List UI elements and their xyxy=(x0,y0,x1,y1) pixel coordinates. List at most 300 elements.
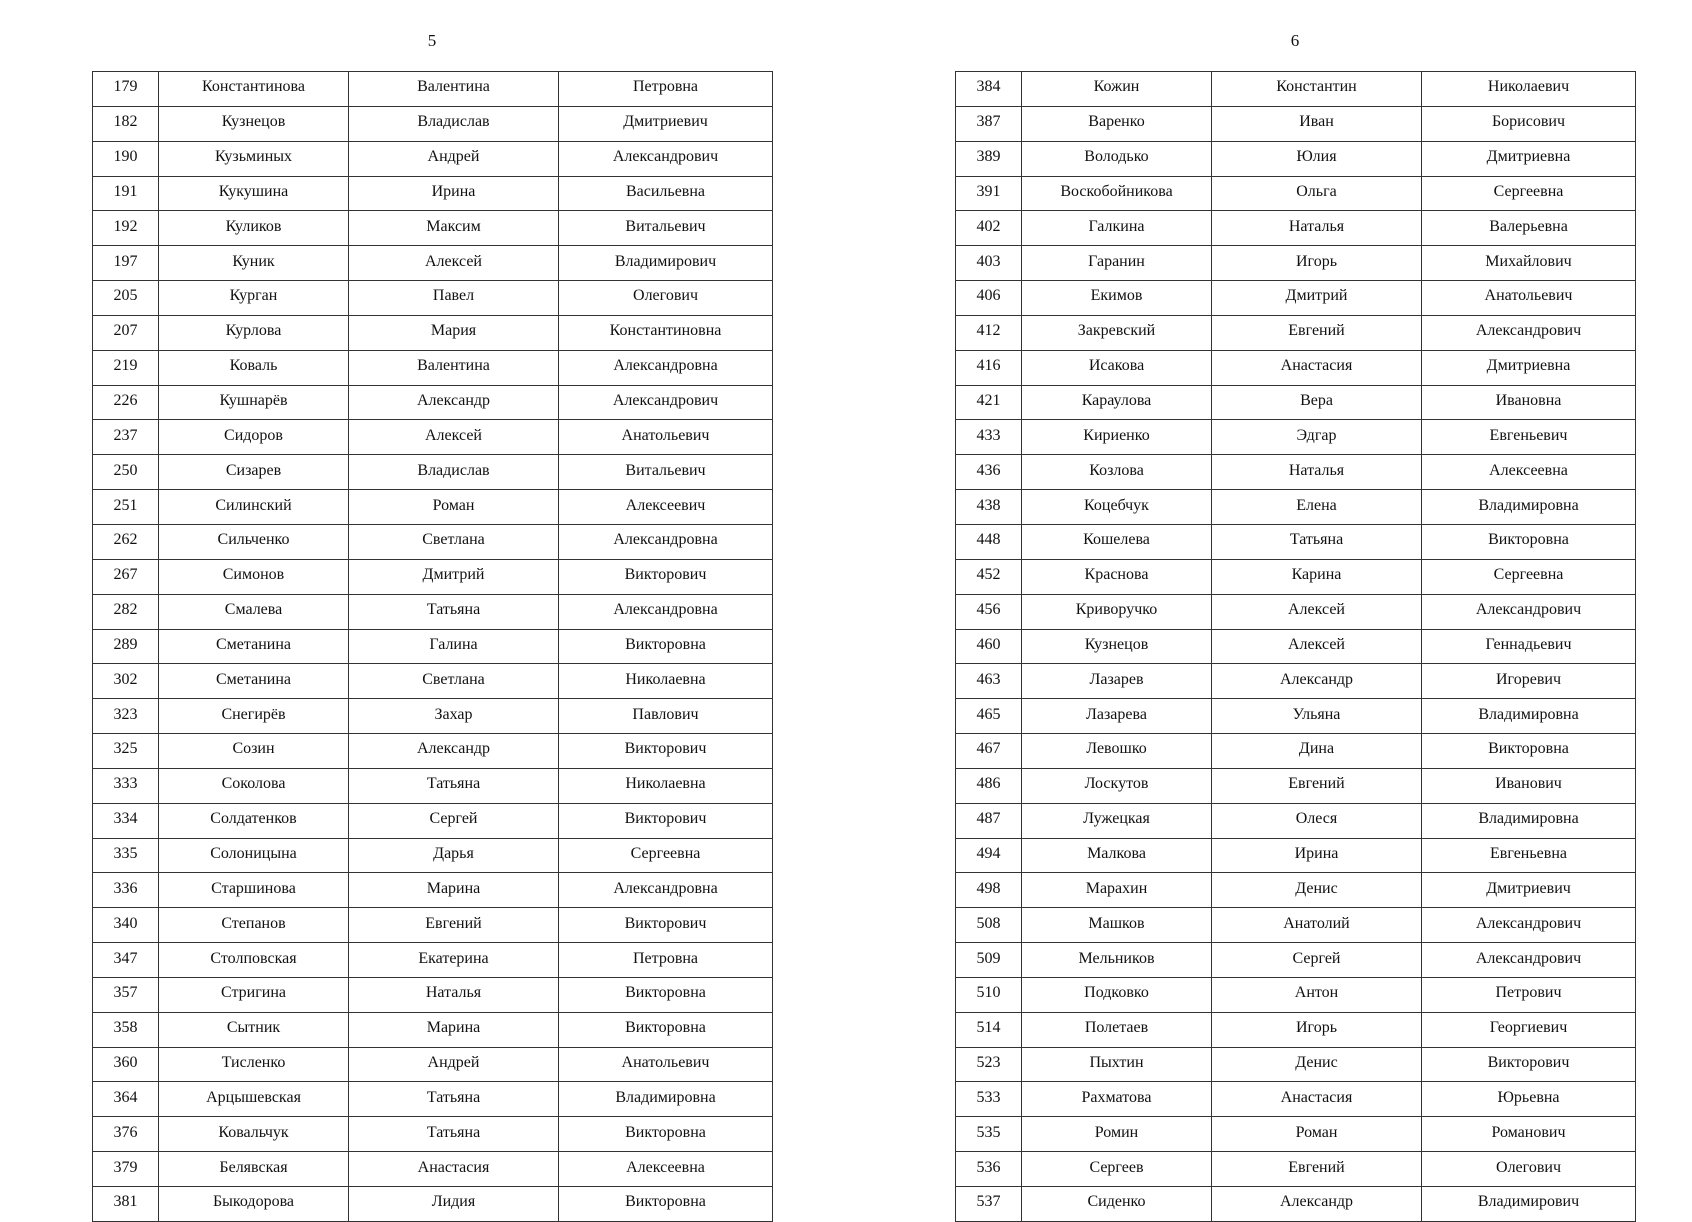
table-row xyxy=(93,594,773,629)
table-row xyxy=(93,176,773,211)
table-row xyxy=(956,1117,1636,1152)
record-number-cell: 251 xyxy=(93,490,159,525)
table-row xyxy=(956,455,1636,490)
first-name-cell: Евгений xyxy=(1212,1152,1422,1187)
last-name-cell: Курлова xyxy=(159,315,349,350)
patronymic-cell: Александрович xyxy=(1422,315,1636,350)
table-row xyxy=(93,1117,773,1152)
last-name-cell: Исакова xyxy=(1022,350,1212,385)
table-row xyxy=(93,246,773,281)
patronymic-cell: Викторович xyxy=(559,559,773,594)
first-name-cell: Ирина xyxy=(349,176,559,211)
table-row xyxy=(93,943,773,978)
first-name-cell: Ульяна xyxy=(1212,699,1422,734)
record-number-cell: 487 xyxy=(956,803,1022,838)
patronymic-cell: Викторовна xyxy=(559,977,773,1012)
last-name-cell: Сильченко xyxy=(159,524,349,559)
patronymic-cell: Владимировна xyxy=(1422,699,1636,734)
table-row xyxy=(956,246,1636,281)
record-number-cell: 494 xyxy=(956,838,1022,873)
table-row xyxy=(956,803,1636,838)
record-number-cell: 336 xyxy=(93,873,159,908)
last-name-cell: Симонов xyxy=(159,559,349,594)
record-number-cell: 358 xyxy=(93,1012,159,1047)
last-name-cell: Созин xyxy=(159,734,349,769)
record-number-cell: 335 xyxy=(93,838,159,873)
patronymic-cell: Викторовна xyxy=(559,1187,773,1222)
patronymic-cell: Борисович xyxy=(1422,106,1636,141)
patronymic-cell: Сергеевна xyxy=(1422,176,1636,211)
table-row xyxy=(93,1047,773,1082)
first-name-cell: Владислав xyxy=(349,455,559,490)
record-number-cell: 406 xyxy=(956,281,1022,316)
first-name-cell: Анастасия xyxy=(1212,350,1422,385)
first-name-cell: Захар xyxy=(349,699,559,734)
patronymic-cell: Александровна xyxy=(559,350,773,385)
record-number-cell: 282 xyxy=(93,594,159,629)
first-name-cell: Павел xyxy=(349,281,559,316)
last-name-cell: Сиденко xyxy=(1022,1187,1212,1222)
first-name-cell: Татьяна xyxy=(349,1117,559,1152)
patronymic-cell: Николаевна xyxy=(559,664,773,699)
first-name-cell: Роман xyxy=(1212,1117,1422,1152)
first-name-cell: Дмитрий xyxy=(349,559,559,594)
patronymic-cell: Владимировна xyxy=(1422,803,1636,838)
patronymic-cell: Алексеевна xyxy=(1422,455,1636,490)
patronymic-cell: Викторовна xyxy=(1422,734,1636,769)
patronymic-cell: Романович xyxy=(1422,1117,1636,1152)
last-name-cell: Кукушина xyxy=(159,176,349,211)
table-row xyxy=(93,768,773,803)
last-name-cell: Соколова xyxy=(159,768,349,803)
first-name-cell: Татьяна xyxy=(349,768,559,803)
patronymic-cell: Викторовна xyxy=(1422,524,1636,559)
first-name-cell: Роман xyxy=(349,490,559,525)
record-number-cell: 508 xyxy=(956,908,1022,943)
record-number-cell: 357 xyxy=(93,977,159,1012)
table-row xyxy=(93,629,773,664)
table-row xyxy=(93,699,773,734)
last-name-cell: Володько xyxy=(1022,141,1212,176)
patronymic-cell: Евгеньевна xyxy=(1422,838,1636,873)
record-number-cell: 402 xyxy=(956,211,1022,246)
first-name-cell: Игорь xyxy=(1212,1012,1422,1047)
last-name-cell: Сидоров xyxy=(159,420,349,455)
patronymic-cell: Александрович xyxy=(559,385,773,420)
patronymic-cell: Валерьевна xyxy=(1422,211,1636,246)
patronymic-cell: Александровна xyxy=(559,524,773,559)
last-name-cell: Солдатенков xyxy=(159,803,349,838)
first-name-cell: Александр xyxy=(349,734,559,769)
patronymic-cell: Владимировна xyxy=(1422,490,1636,525)
table-row xyxy=(956,594,1636,629)
last-name-cell: Галкина xyxy=(1022,211,1212,246)
table-row xyxy=(956,350,1636,385)
record-number-cell: 384 xyxy=(956,72,1022,107)
record-number-cell: 237 xyxy=(93,420,159,455)
record-number-cell: 267 xyxy=(93,559,159,594)
patronymic-cell: Викторовна xyxy=(559,629,773,664)
last-name-cell: Курган xyxy=(159,281,349,316)
table-row xyxy=(93,141,773,176)
last-name-cell: Кошелева xyxy=(1022,524,1212,559)
table-row xyxy=(93,420,773,455)
record-number-cell: 289 xyxy=(93,629,159,664)
table-row xyxy=(956,211,1636,246)
patronymic-cell: Александрович xyxy=(1422,943,1636,978)
patronymic-cell: Петровна xyxy=(559,943,773,978)
table-row xyxy=(93,281,773,316)
record-number-cell: 438 xyxy=(956,490,1022,525)
last-name-cell: Стригина xyxy=(159,977,349,1012)
table-row xyxy=(93,211,773,246)
record-number-cell: 509 xyxy=(956,943,1022,978)
record-number-cell: 364 xyxy=(93,1082,159,1117)
record-number-cell: 486 xyxy=(956,768,1022,803)
table-row xyxy=(956,908,1636,943)
first-name-cell: Евгений xyxy=(349,908,559,943)
patronymic-cell: Анатольевич xyxy=(1422,281,1636,316)
first-name-cell: Валентина xyxy=(349,72,559,107)
patronymic-cell: Викторовна xyxy=(559,1012,773,1047)
table-row xyxy=(956,1187,1636,1222)
patronymic-cell: Игоревич xyxy=(1422,664,1636,699)
last-name-cell: Караулова xyxy=(1022,385,1212,420)
patronymic-cell: Владимирович xyxy=(1422,1187,1636,1222)
first-name-cell: Анастасия xyxy=(349,1152,559,1187)
page-number: 6 xyxy=(1290,31,1300,50)
last-name-cell: Криворучко xyxy=(1022,594,1212,629)
record-number-cell: 463 xyxy=(956,664,1022,699)
last-name-cell: Подковко xyxy=(1022,977,1212,1012)
patronymic-cell: Викторович xyxy=(1422,1047,1636,1082)
patronymic-cell: Александровна xyxy=(559,873,773,908)
first-name-cell: Екатерина xyxy=(349,943,559,978)
patronymic-cell: Анатольевич xyxy=(559,1047,773,1082)
record-number-cell: 340 xyxy=(93,908,159,943)
record-number-cell: 403 xyxy=(956,246,1022,281)
first-name-cell: Алексей xyxy=(1212,629,1422,664)
table-row xyxy=(956,1152,1636,1187)
record-number-cell: 514 xyxy=(956,1012,1022,1047)
record-number-cell: 360 xyxy=(93,1047,159,1082)
record-number-cell: 448 xyxy=(956,524,1022,559)
patronymic-cell: Олегович xyxy=(1422,1152,1636,1187)
first-name-cell: Андрей xyxy=(349,1047,559,1082)
last-name-cell: Белявская xyxy=(159,1152,349,1187)
table-row xyxy=(93,524,773,559)
patronymic-cell: Витальевич xyxy=(559,455,773,490)
record-number-cell: 436 xyxy=(956,455,1022,490)
record-number-cell: 179 xyxy=(93,72,159,107)
last-name-cell: Лужецкая xyxy=(1022,803,1212,838)
table-row xyxy=(93,1082,773,1117)
patronymic-cell: Иванович xyxy=(1422,768,1636,803)
last-name-cell: Константинова xyxy=(159,72,349,107)
roster-body xyxy=(956,72,1636,1222)
last-name-cell: Кириенко xyxy=(1022,420,1212,455)
record-number-cell: 197 xyxy=(93,246,159,281)
last-name-cell: Екимов xyxy=(1022,281,1212,316)
last-name-cell: Силинский xyxy=(159,490,349,525)
table-row xyxy=(956,281,1636,316)
record-number-cell: 460 xyxy=(956,629,1022,664)
table-row xyxy=(956,838,1636,873)
first-name-cell: Марина xyxy=(349,873,559,908)
record-number-cell: 334 xyxy=(93,803,159,838)
last-name-cell: Старшинова xyxy=(159,873,349,908)
record-number-cell: 537 xyxy=(956,1187,1022,1222)
table-row xyxy=(956,629,1636,664)
first-name-cell: Антон xyxy=(1212,977,1422,1012)
first-name-cell: Константин xyxy=(1212,72,1422,107)
last-name-cell: Куник xyxy=(159,246,349,281)
table-row xyxy=(956,873,1636,908)
first-name-cell: Андрей xyxy=(349,141,559,176)
patronymic-cell: Павлович xyxy=(559,699,773,734)
first-name-cell: Светлана xyxy=(349,664,559,699)
first-name-cell: Александр xyxy=(349,385,559,420)
table-row xyxy=(93,1187,773,1222)
roster-table xyxy=(955,71,1636,1222)
first-name-cell: Александр xyxy=(1212,664,1422,699)
table-row xyxy=(93,455,773,490)
last-name-cell: Левошко xyxy=(1022,734,1212,769)
patronymic-cell: Георгиевич xyxy=(1422,1012,1636,1047)
record-number-cell: 250 xyxy=(93,455,159,490)
record-number-cell: 510 xyxy=(956,977,1022,1012)
first-name-cell: Денис xyxy=(1212,1047,1422,1082)
table-row xyxy=(93,977,773,1012)
patronymic-cell: Дмитриевич xyxy=(559,106,773,141)
table-row xyxy=(956,768,1636,803)
patronymic-cell: Дмитриевич xyxy=(1422,873,1636,908)
table-row xyxy=(956,943,1636,978)
patronymic-cell: Сергеевна xyxy=(559,838,773,873)
table-row xyxy=(93,72,773,107)
last-name-cell: Рахматова xyxy=(1022,1082,1212,1117)
last-name-cell: Кузнецов xyxy=(159,106,349,141)
table-row xyxy=(956,420,1636,455)
patronymic-cell: Владимировна xyxy=(559,1082,773,1117)
record-number-cell: 433 xyxy=(956,420,1022,455)
last-name-cell: Мельников xyxy=(1022,943,1212,978)
record-number-cell: 226 xyxy=(93,385,159,420)
first-name-cell: Татьяна xyxy=(349,594,559,629)
patronymic-cell: Александрович xyxy=(559,141,773,176)
patronymic-cell: Викторович xyxy=(559,734,773,769)
first-name-cell: Игорь xyxy=(1212,246,1422,281)
last-name-cell: Машков xyxy=(1022,908,1212,943)
record-number-cell: 498 xyxy=(956,873,1022,908)
patronymic-cell: Геннадьевич xyxy=(1422,629,1636,664)
record-number-cell: 456 xyxy=(956,594,1022,629)
patronymic-cell: Витальевич xyxy=(559,211,773,246)
last-name-cell: Смалева xyxy=(159,594,349,629)
patronymic-cell: Евгеньевич xyxy=(1422,420,1636,455)
table-row xyxy=(93,1152,773,1187)
first-name-cell: Наталья xyxy=(349,977,559,1012)
first-name-cell: Ирина xyxy=(1212,838,1422,873)
first-name-cell: Сергей xyxy=(1212,943,1422,978)
table-row xyxy=(956,176,1636,211)
last-name-cell: Закревский xyxy=(1022,315,1212,350)
table-row xyxy=(93,315,773,350)
first-name-cell: Алексей xyxy=(1212,594,1422,629)
first-name-cell: Александр xyxy=(1212,1187,1422,1222)
record-number-cell: 219 xyxy=(93,350,159,385)
last-name-cell: Ромин xyxy=(1022,1117,1212,1152)
first-name-cell: Светлана xyxy=(349,524,559,559)
last-name-cell: Кузьминых xyxy=(159,141,349,176)
last-name-cell: Кушнарёв xyxy=(159,385,349,420)
patronymic-cell: Петровна xyxy=(559,72,773,107)
last-name-cell: Степанов xyxy=(159,908,349,943)
last-name-cell: Варенко xyxy=(1022,106,1212,141)
last-name-cell: Малкова xyxy=(1022,838,1212,873)
patronymic-cell: Николаевич xyxy=(1422,72,1636,107)
last-name-cell: Сизарев xyxy=(159,455,349,490)
record-number-cell: 535 xyxy=(956,1117,1022,1152)
last-name-cell: Краснова xyxy=(1022,559,1212,594)
last-name-cell: Коваль xyxy=(159,350,349,385)
first-name-cell: Ольга xyxy=(1212,176,1422,211)
record-number-cell: 205 xyxy=(93,281,159,316)
last-name-cell: Козлова xyxy=(1022,455,1212,490)
table-row xyxy=(956,699,1636,734)
last-name-cell: Сметанина xyxy=(159,664,349,699)
table-row xyxy=(93,803,773,838)
table-row xyxy=(93,350,773,385)
patronymic-cell: Дмитриевна xyxy=(1422,141,1636,176)
record-number-cell: 412 xyxy=(956,315,1022,350)
last-name-cell: Снегирёв xyxy=(159,699,349,734)
first-name-cell: Сергей xyxy=(349,803,559,838)
first-name-cell: Евгений xyxy=(1212,315,1422,350)
patronymic-cell: Сергеевна xyxy=(1422,559,1636,594)
record-number-cell: 190 xyxy=(93,141,159,176)
first-name-cell: Алексей xyxy=(349,420,559,455)
last-name-cell: Лоскутов xyxy=(1022,768,1212,803)
table-row xyxy=(956,977,1636,1012)
record-number-cell: 182 xyxy=(93,106,159,141)
last-name-cell: Кузнецов xyxy=(1022,629,1212,664)
first-name-cell: Дина xyxy=(1212,734,1422,769)
record-number-cell: 536 xyxy=(956,1152,1022,1187)
table-row xyxy=(956,106,1636,141)
first-name-cell: Татьяна xyxy=(349,1082,559,1117)
record-number-cell: 416 xyxy=(956,350,1022,385)
record-number-cell: 323 xyxy=(93,699,159,734)
first-name-cell: Эдгар xyxy=(1212,420,1422,455)
last-name-cell: Ковальчук xyxy=(159,1117,349,1152)
last-name-cell: Куликов xyxy=(159,211,349,246)
patronymic-cell: Владимирович xyxy=(559,246,773,281)
last-name-cell: Сергеев xyxy=(1022,1152,1212,1187)
first-name-cell: Елена xyxy=(1212,490,1422,525)
last-name-cell: Лазарева xyxy=(1022,699,1212,734)
table-row xyxy=(93,385,773,420)
record-number-cell: 387 xyxy=(956,106,1022,141)
patronymic-cell: Викторовна xyxy=(559,1117,773,1152)
last-name-cell: Кожин xyxy=(1022,72,1212,107)
last-name-cell: Марахин xyxy=(1022,873,1212,908)
table-row xyxy=(93,490,773,525)
first-name-cell: Карина xyxy=(1212,559,1422,594)
table-row xyxy=(956,1082,1636,1117)
first-name-cell: Олеся xyxy=(1212,803,1422,838)
first-name-cell: Марина xyxy=(349,1012,559,1047)
table-row xyxy=(956,734,1636,769)
record-number-cell: 523 xyxy=(956,1047,1022,1082)
patronymic-cell: Ивановна xyxy=(1422,385,1636,420)
record-number-cell: 347 xyxy=(93,943,159,978)
patronymic-cell: Михайлович xyxy=(1422,246,1636,281)
record-number-cell: 262 xyxy=(93,524,159,559)
last-name-cell: Арцышевская xyxy=(159,1082,349,1117)
record-number-cell: 391 xyxy=(956,176,1022,211)
patronymic-cell: Николаевна xyxy=(559,768,773,803)
record-number-cell: 452 xyxy=(956,559,1022,594)
first-name-cell: Лидия xyxy=(349,1187,559,1222)
last-name-cell: Солоницына xyxy=(159,838,349,873)
table-row xyxy=(956,664,1636,699)
record-number-cell: 192 xyxy=(93,211,159,246)
patronymic-cell: Анатольевич xyxy=(559,420,773,455)
first-name-cell: Денис xyxy=(1212,873,1422,908)
table-row xyxy=(93,838,773,873)
patronymic-cell: Петрович xyxy=(1422,977,1636,1012)
first-name-cell: Татьяна xyxy=(1212,524,1422,559)
first-name-cell: Иван xyxy=(1212,106,1422,141)
record-number-cell: 207 xyxy=(93,315,159,350)
first-name-cell: Анастасия xyxy=(1212,1082,1422,1117)
record-number-cell: 379 xyxy=(93,1152,159,1187)
first-name-cell: Галина xyxy=(349,629,559,664)
record-number-cell: 381 xyxy=(93,1187,159,1222)
first-name-cell: Юлия xyxy=(1212,141,1422,176)
table-row xyxy=(956,1047,1636,1082)
last-name-cell: Сметанина xyxy=(159,629,349,664)
last-name-cell: Тисленко xyxy=(159,1047,349,1082)
last-name-cell: Быкодорова xyxy=(159,1187,349,1222)
table-row xyxy=(956,141,1636,176)
first-name-cell: Валентина xyxy=(349,350,559,385)
patronymic-cell: Викторович xyxy=(559,908,773,943)
patronymic-cell: Алексеевна xyxy=(559,1152,773,1187)
patronymic-cell: Дмитриевна xyxy=(1422,350,1636,385)
roster-table xyxy=(92,71,773,1222)
last-name-cell: Пыхтин xyxy=(1022,1047,1212,1082)
first-name-cell: Алексей xyxy=(349,246,559,281)
table-row xyxy=(956,524,1636,559)
table-row xyxy=(956,315,1636,350)
last-name-cell: Столповская xyxy=(159,943,349,978)
record-number-cell: 533 xyxy=(956,1082,1022,1117)
last-name-cell: Воскобойникова xyxy=(1022,176,1212,211)
page-number: 5 xyxy=(427,31,437,50)
first-name-cell: Вера xyxy=(1212,385,1422,420)
table-row xyxy=(93,1012,773,1047)
record-number-cell: 421 xyxy=(956,385,1022,420)
first-name-cell: Мария xyxy=(349,315,559,350)
table-row xyxy=(93,106,773,141)
first-name-cell: Евгений xyxy=(1212,768,1422,803)
last-name-cell: Полетаев xyxy=(1022,1012,1212,1047)
first-name-cell: Дмитрий xyxy=(1212,281,1422,316)
table-row xyxy=(93,559,773,594)
first-name-cell: Дарья xyxy=(349,838,559,873)
